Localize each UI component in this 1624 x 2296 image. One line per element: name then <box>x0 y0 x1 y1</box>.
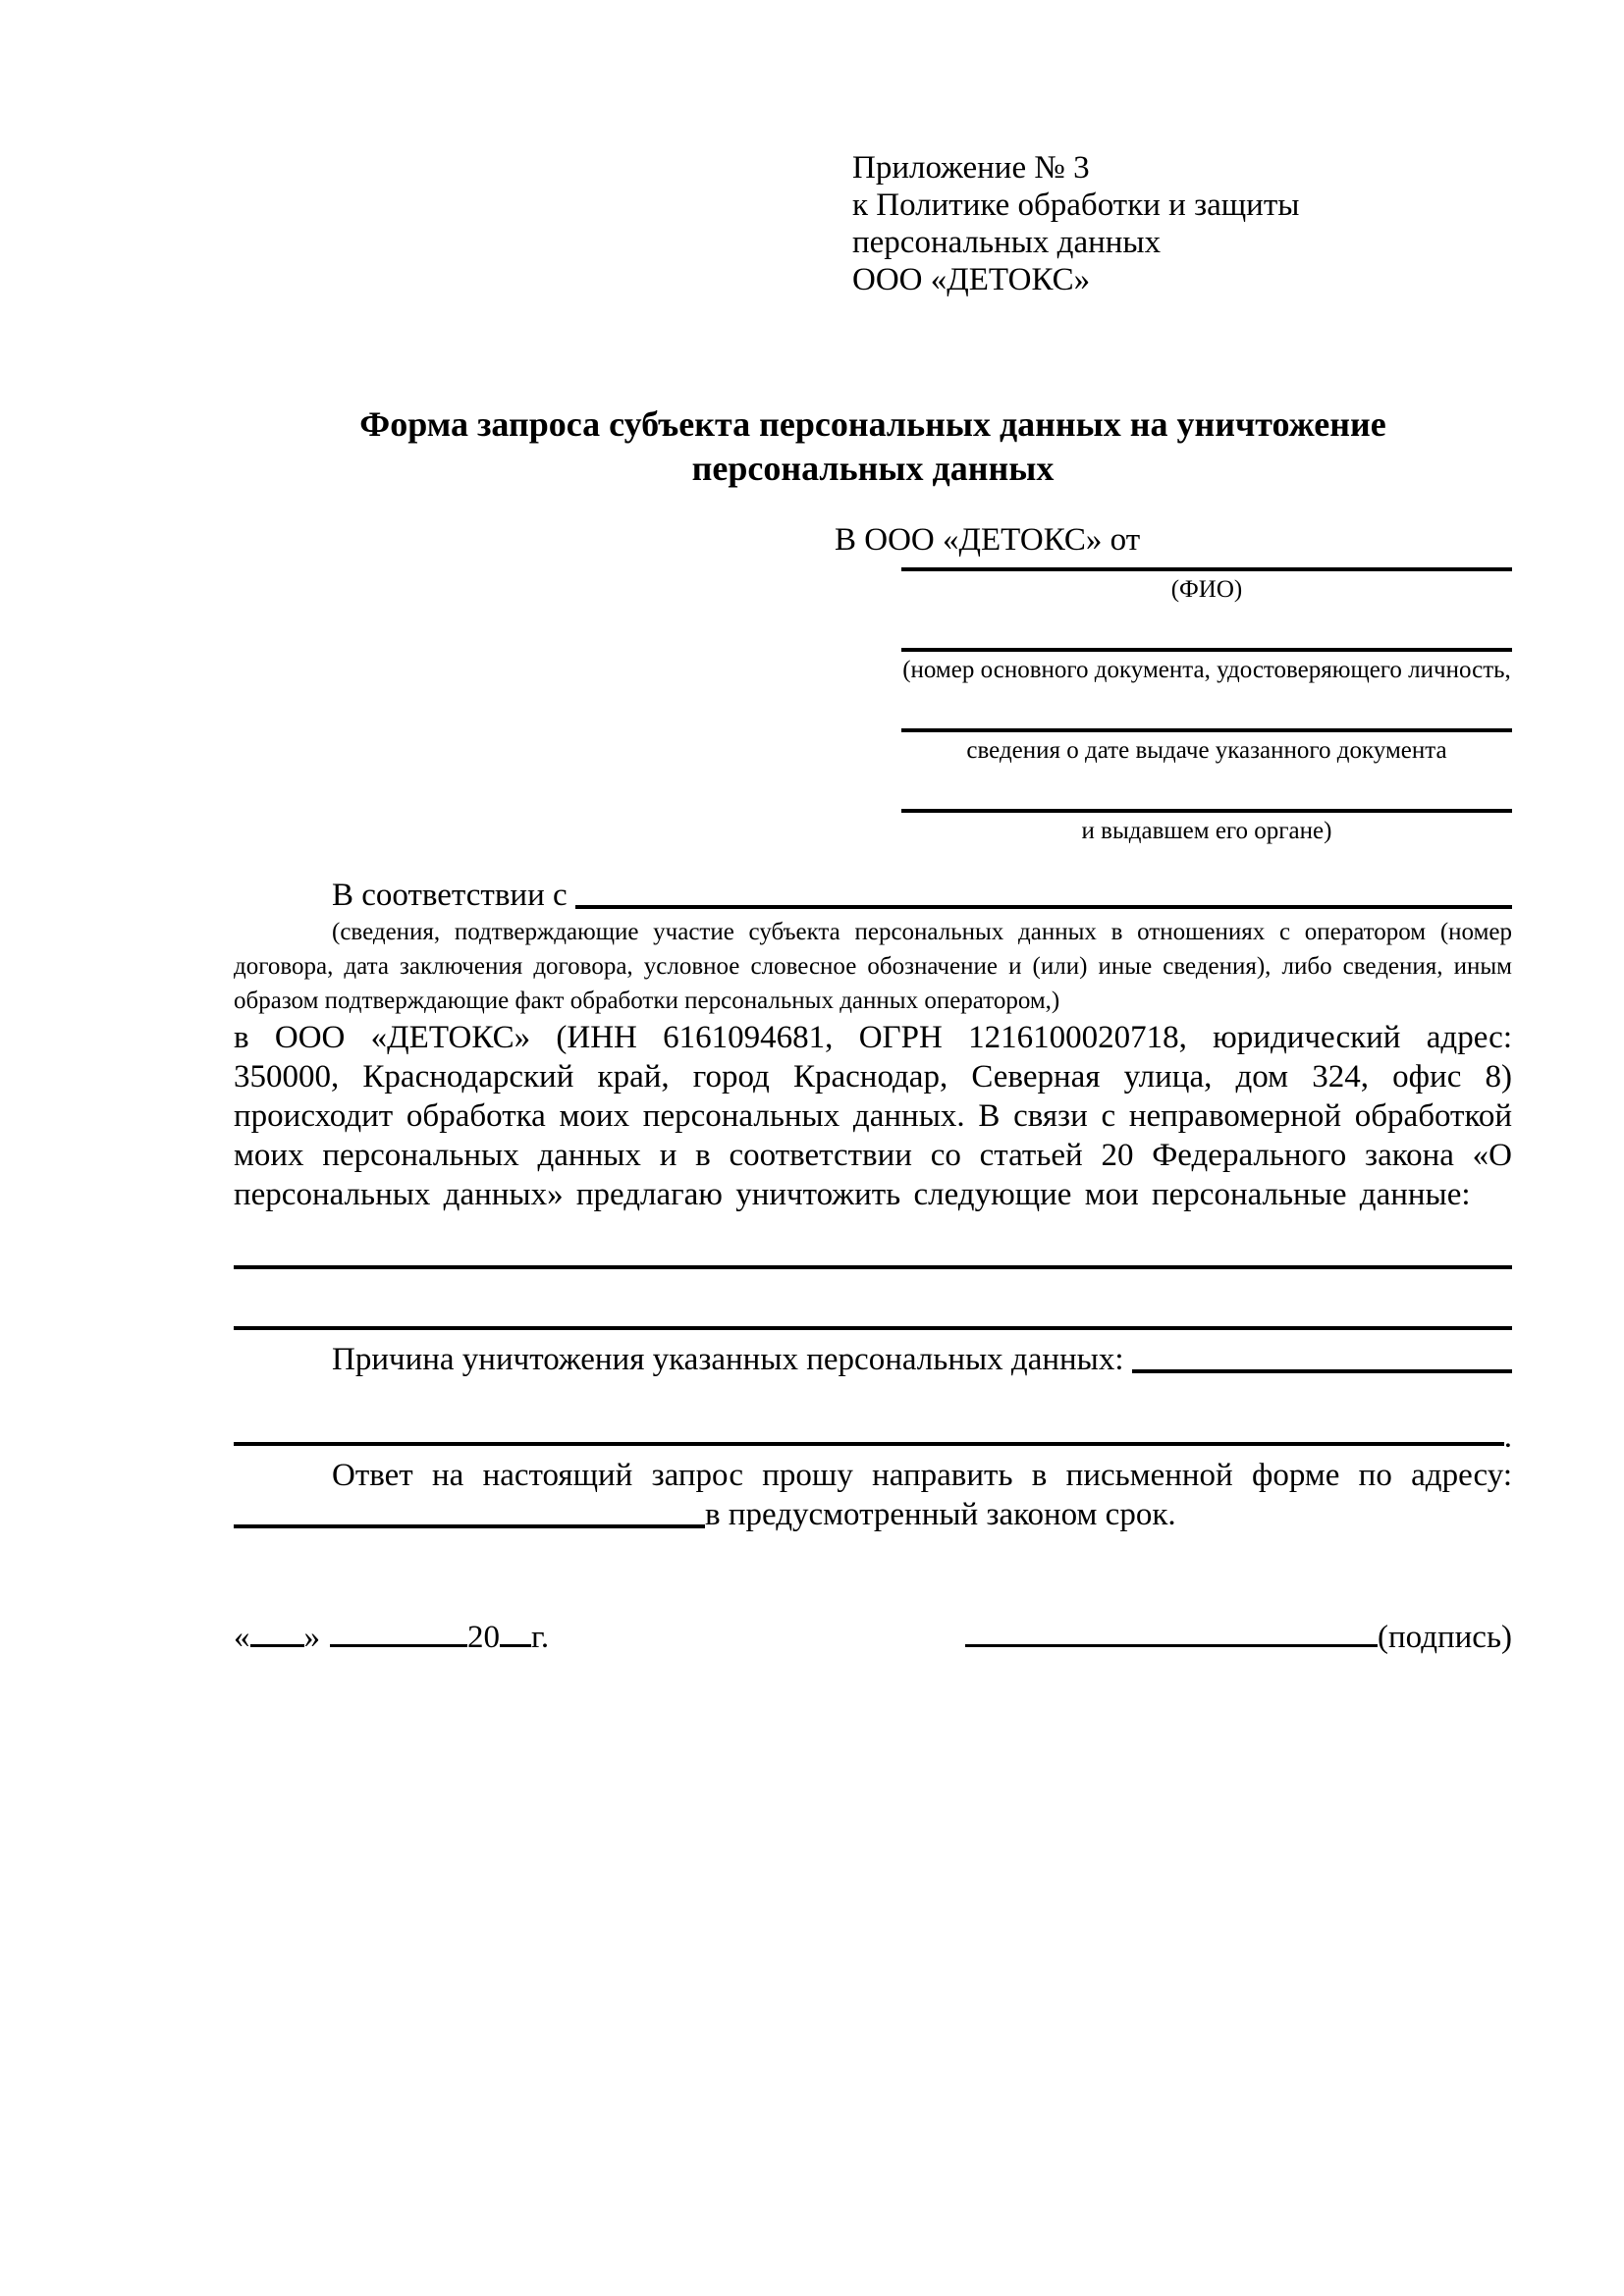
document-title <box>234 402 1512 491</box>
answer-paragraph: Ответ на настоящий запрос прошу направить в письменной форме по адресу: <box>332 1458 1512 1493</box>
year-blank <box>500 1615 531 1647</box>
company-name: ООО «ДЕТОКС» <box>852 262 1091 297</box>
addressee-line: В ООО «ДЕТОКС» от <box>835 522 1141 558</box>
body-paragraph: в ООО «ДЕТОКС» (ИНН 6161094681, ОГРН 1216100020718, юридический адрес: 350000, Краснодарский край, город Краснодар, Северная улица, дом 324, офис 8) происходит обработка моих персональных данных. В связи с неправомерной обработкой моих персональных данных и в соответствии со статьей 20 Федерального закона «О персональных данных» предлагаю уничтожить следующие мои персональные данные: <box>234 1020 1512 1212</box>
signature-field <box>965 1615 1512 1657</box>
policy-reference-line2: персональных данных <box>852 225 1162 260</box>
reason-label: Причина уничтожения указанных персональных данных: <box>332 1342 1124 1377</box>
date-signature-row <box>234 1615 1512 1657</box>
answer-tail-text: в предусмотренный законом срок. <box>705 1497 1176 1532</box>
accordance-blank-line <box>575 905 1512 909</box>
address-blank-line <box>234 1524 705 1528</box>
appendix-header <box>852 149 1512 298</box>
accordance-lead: В соответствии с <box>332 878 568 913</box>
signature-blank-line <box>965 1615 1378 1647</box>
reason-continuation-line <box>234 1419 1512 1455</box>
line-period: . <box>1503 1419 1512 1455</box>
document-number-caption: (номер основного документа, удостоверяющего личность, <box>902 657 1511 683</box>
reason-line <box>234 1340 1512 1379</box>
data-blank-line-2 <box>234 1326 1512 1330</box>
open-quote: « <box>234 1620 250 1655</box>
fio-caption: (ФИО) <box>1170 576 1243 603</box>
reason-blank-line-2 <box>234 1442 1504 1446</box>
issue-date-caption: сведения о дате выдаче указанного документа <box>966 737 1447 764</box>
document-title-line1: Форма запроса субъекта персональных данных на уничтожение <box>359 404 1386 444</box>
accordance-line <box>234 876 1512 915</box>
answer-address-line <box>234 1495 1512 1534</box>
policy-reference-line: к Политике обработки и защиты <box>852 187 1300 223</box>
document-title-line2: персональных данных <box>691 449 1055 488</box>
applicant-fill-block <box>901 567 1512 846</box>
data-blank-line-1 <box>234 1265 1512 1269</box>
year-prefix: 20 <box>467 1620 500 1655</box>
close-quote: » <box>303 1620 320 1655</box>
year-suffix: г. <box>531 1620 550 1655</box>
signature-caption: (подпись) <box>1378 1620 1512 1655</box>
month-blank <box>330 1615 467 1647</box>
day-blank <box>250 1615 304 1647</box>
issuing-authority-caption: и выдавшем его органе) <box>1081 818 1332 844</box>
reason-blank-line <box>1132 1369 1512 1373</box>
appendix-number: Приложение № 3 <box>852 150 1090 186</box>
date-field <box>234 1615 549 1657</box>
fine-print-note: (сведения, подтверждающие участие субъекта персональных данных в отношениях с оператором (номер договора, дата заключения договора, условное словесное обозначение и (или) иные сведения), либо сведения, иным образом подтверждающие факт обработки персональных данных оператором,) <box>234 919 1512 1014</box>
